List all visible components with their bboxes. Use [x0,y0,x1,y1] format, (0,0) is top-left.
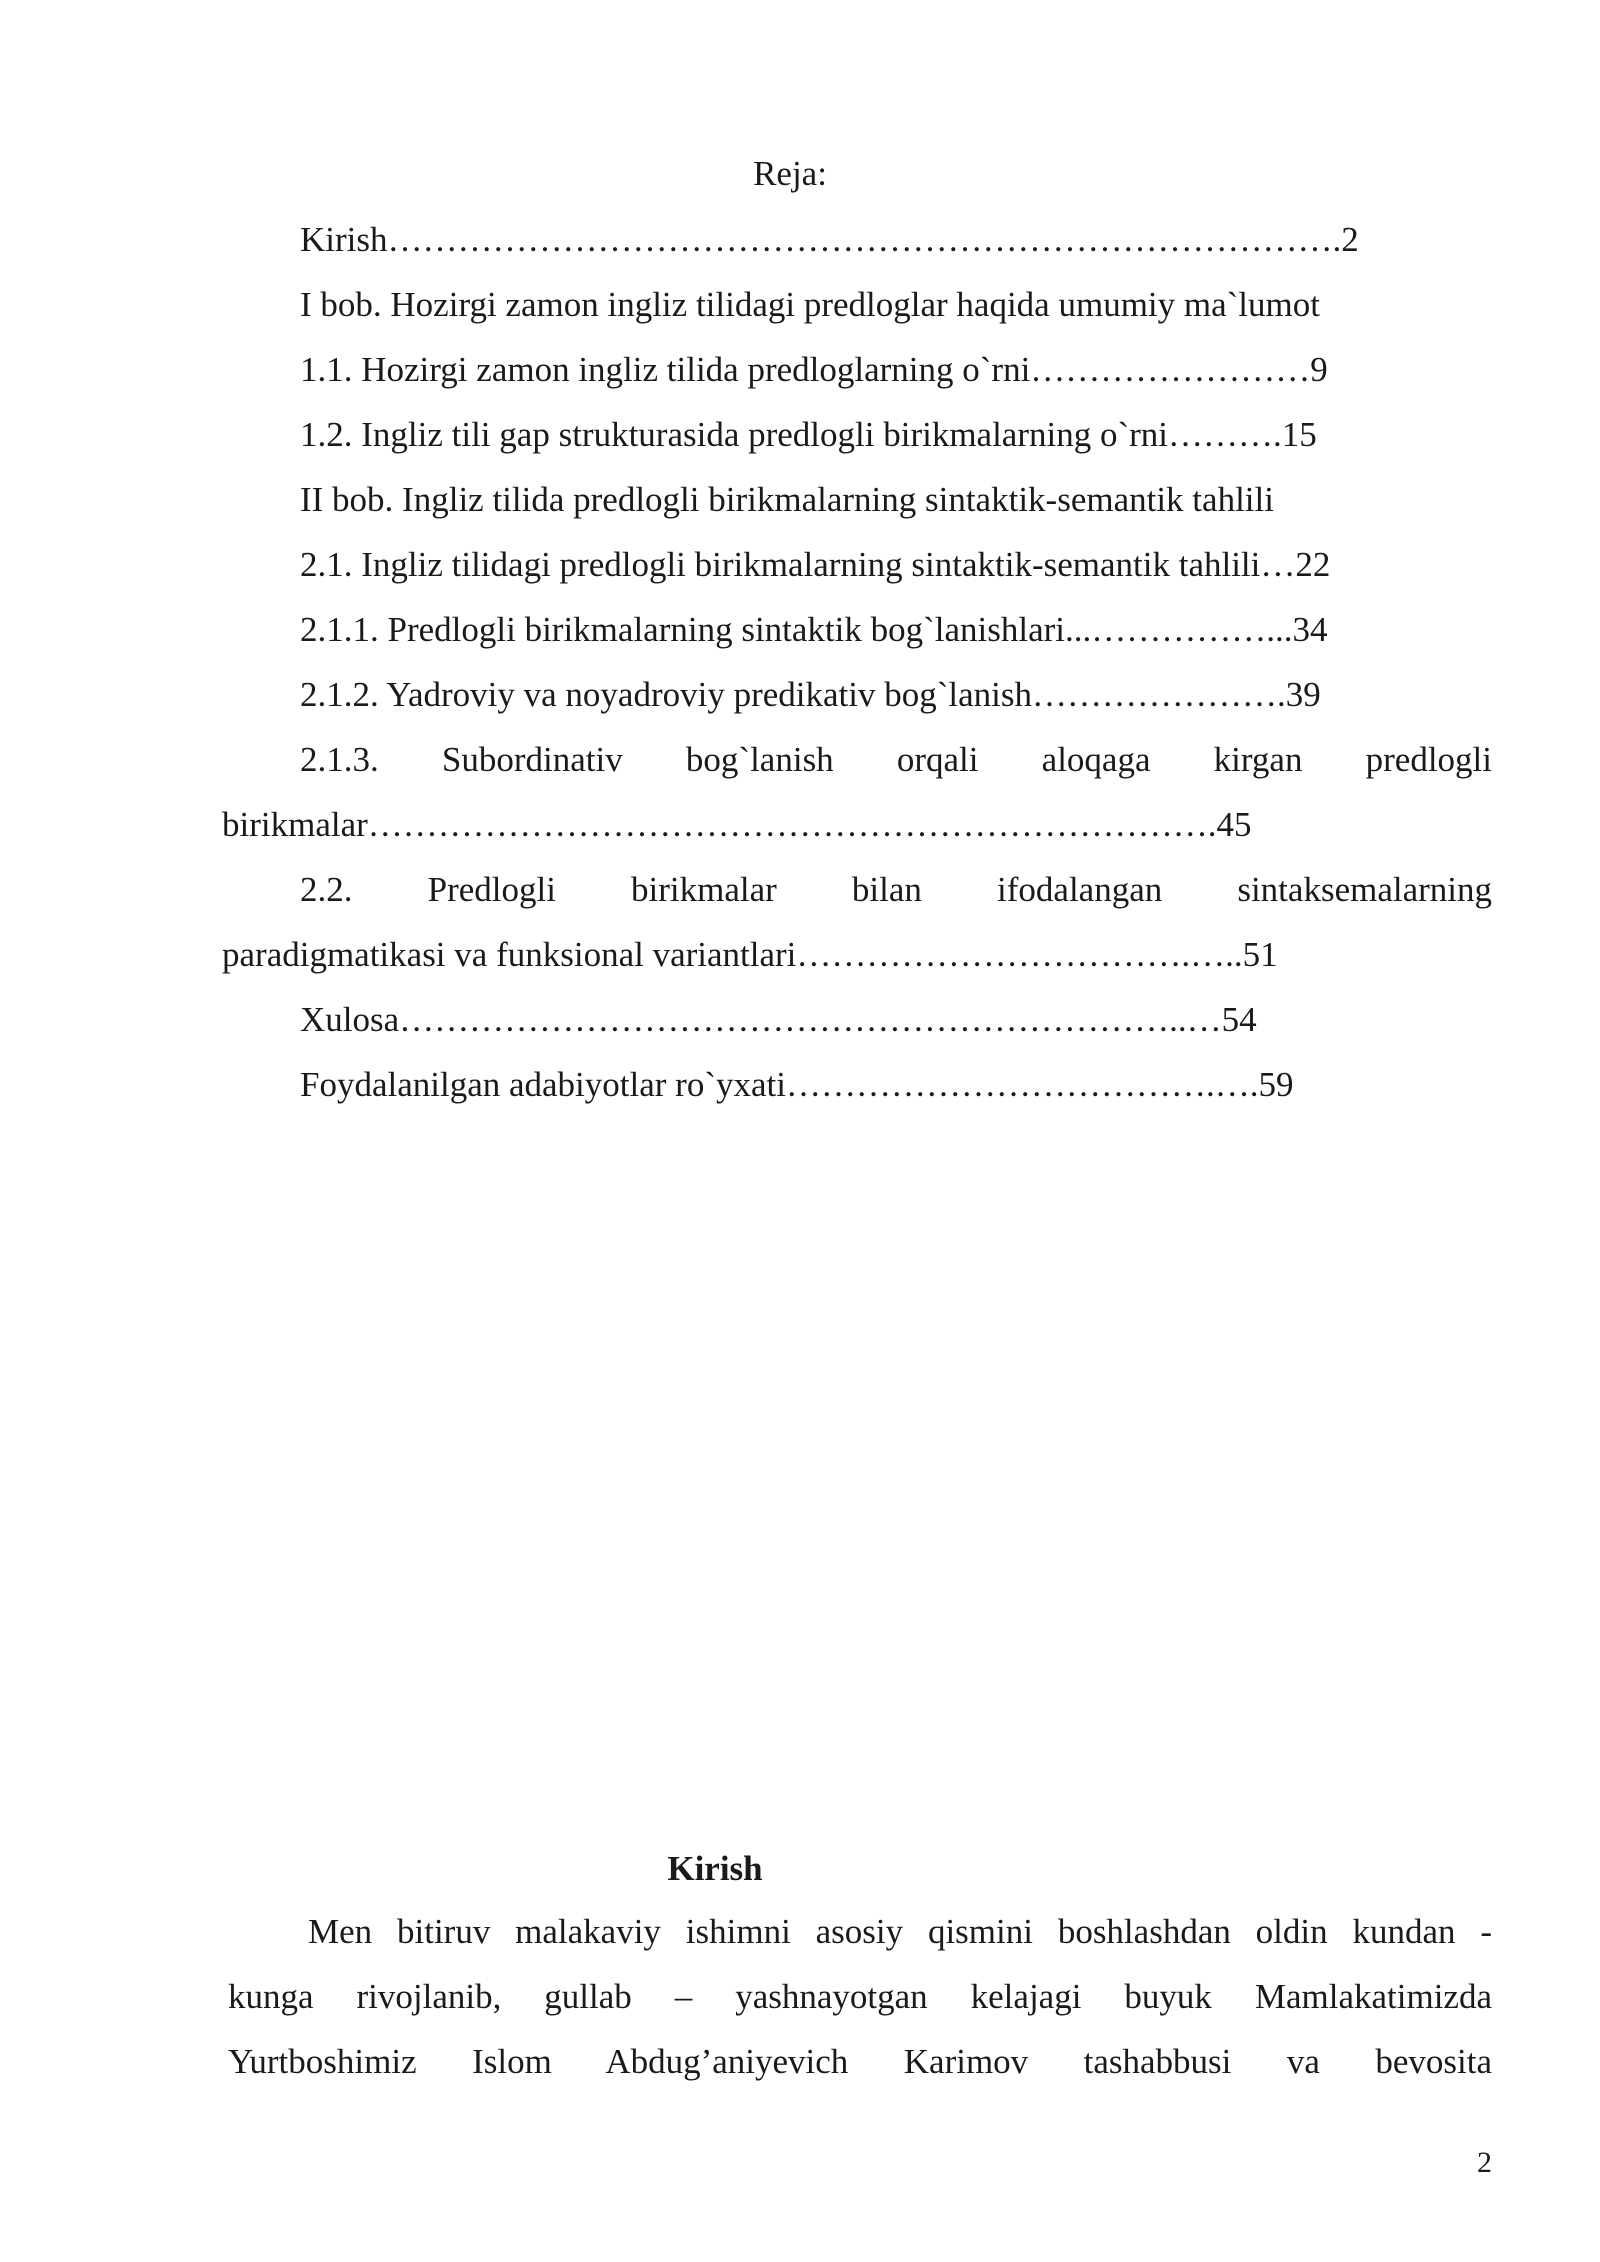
paragraph-line: Men bitiruv malakaviy ishimni asosiy qismini boshlashdan oldin kundan - [308,1912,1492,1951]
toc-entry-chapter-2: II bob. Ingliz tilida predlogli birikmalarning sintaktik-semantik tahlili [300,480,1274,519]
toc-entry-1-2: 1.2. Ingliz tili gap strukturasida predlogli birikmalarning o`rni……….15 [300,415,1317,454]
toc-entry-2-1-3: 2.1.3. Subordinativ bog`lanish orqali aloqaga kirgan predlogli [300,740,1492,779]
toc-entry-1-1: 1.1. Hozirgi zamon ingliz tilida predloglarning o`rni……………………9 [300,350,1328,389]
toc-entry-2-2: 2.2. Predlogli birikmalar bilan ifodalangan sintaksemalarning [300,870,1492,909]
table-of-contents [222,215,1492,1125]
toc-entry-2-1: 2.1. Ingliz tilidagi predlogli birikmalarning sintaktik-semantik tahlili…22 [300,545,1331,584]
paragraph-line: kunga rivojlanib, gullab – yashnayotgan kelajagi buyuk Mamlakatimizda [228,1977,1492,2016]
toc-entry-references: Foydalanilgan adabiyotlar ro`yxati……………………………….….59 [300,1065,1294,1104]
toc-entry-2-1-2: 2.1.2. Yadroviy va noyadroviy predikativ bog`lanish………………….39 [300,675,1321,714]
intro-paragraph [228,1907,1492,2102]
toc-entry-chapter-1: I bob. Hozirgi zamon ingliz tilidagi predloglar haqida umumiy ma`lumot [300,285,1320,324]
toc-entry-xulosa: Xulosa…………………………………………………………..…54 [300,1000,1257,1039]
toc-title: Reja: [753,154,827,193]
toc-entry-2-2-cont: paradigmatikasi va funksional variantlari…………………………….…..51 [222,935,1278,974]
toc-entry-2-1-3-cont: birikmalar……………………………………………………………….45 [222,805,1252,844]
page-number: 2 [1477,2146,1492,2179]
paragraph-line: Yurtboshimiz Islom Abdug’aniyevich Karimov tashabbusi va bevosita [228,2042,1492,2081]
toc-entry-2-1-1: 2.1.1. Predlogli birikmalarning sintaktik bog`lanishlari...……………...34 [300,610,1328,649]
section-heading-kirish: Kirish [667,1849,763,1888]
toc-entry-kirish: Kirish……………………………………………………………………….2 [300,220,1359,259]
